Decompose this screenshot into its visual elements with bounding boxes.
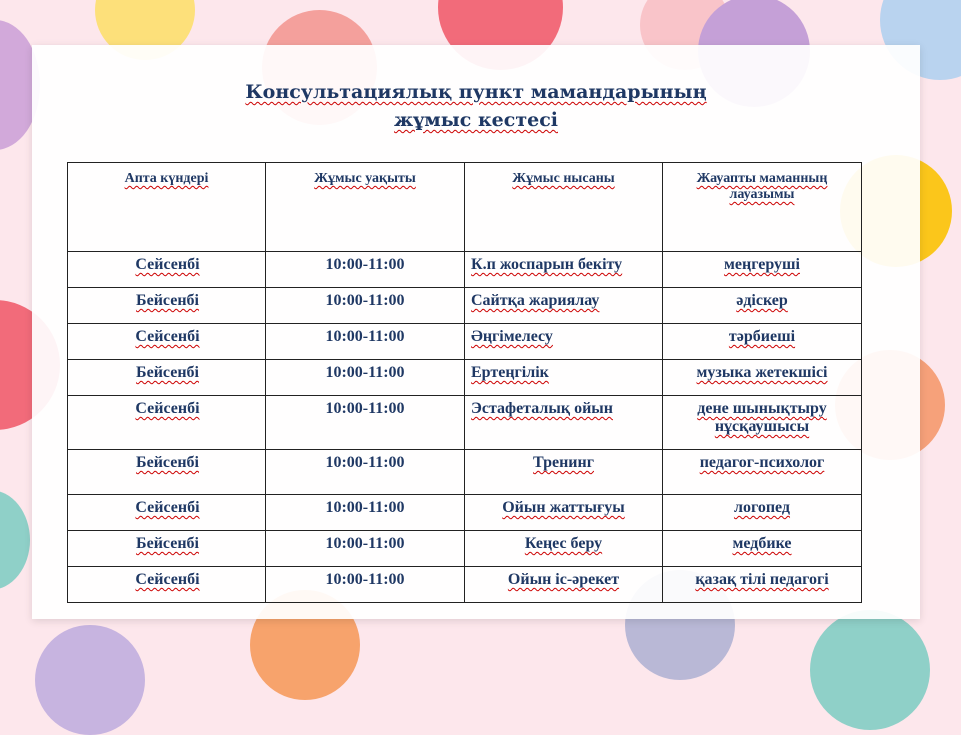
header-form: Жұмыс нысаны [512, 171, 615, 186]
header-days: Апта күндері [124, 171, 209, 186]
cell-form: Тренинг [533, 454, 594, 471]
cell-role: логопед [733, 499, 791, 516]
cell-day: Сейсенбі [135, 256, 200, 273]
cell-time: 10:00-11:00 [266, 495, 465, 531]
cell-day: Сейсенбі [135, 400, 200, 417]
cell-day: Бейсенбі [136, 292, 199, 309]
decorative-dot [810, 610, 930, 730]
cell-time: 10:00-11:00 [266, 450, 465, 495]
cell-day: Сейсенбі [135, 328, 200, 345]
table-header-row [68, 163, 862, 252]
cell-form: Ертеңгілік [471, 364, 549, 381]
cell-day: Сейсенбі [135, 571, 200, 588]
cell-time: 10:00-11:00 [266, 324, 465, 360]
cell-role: медбике [732, 535, 792, 552]
title-line-2: жұмыс кестесі [394, 109, 558, 131]
cell-time: 10:00-11:00 [266, 396, 465, 450]
table-row [68, 288, 862, 324]
table-row [68, 495, 862, 531]
title-line-1: Консультациялық пункт мамандарының [245, 81, 707, 103]
cell-time: 10:00-11:00 [266, 288, 465, 324]
cell-form: Сайтқа жариялау [471, 292, 600, 309]
cell-day: Бейсенбі [136, 535, 199, 552]
cell-role: тәрбиеші [728, 328, 796, 345]
decorative-dot [35, 625, 145, 735]
decorative-dot [0, 490, 30, 590]
table-row [68, 324, 862, 360]
table-row [68, 252, 862, 288]
table-row [68, 567, 862, 603]
cell-role: педагог-психолог [699, 454, 825, 471]
table-row [68, 360, 862, 396]
cell-time: 10:00-11:00 [266, 531, 465, 567]
cell-day: Бейсенбі [136, 364, 199, 381]
cell-time: 10:00-11:00 [266, 252, 465, 288]
schedule-card [32, 45, 920, 619]
cell-form: Кеңес беру [524, 535, 603, 552]
cell-role: музыка жетекшісі [696, 364, 828, 381]
cell-role: меңгеруші [723, 256, 800, 273]
cell-form: Әңгімелесу [471, 328, 553, 345]
cell-role: дене шынықтыру нұсқаушысы [697, 400, 827, 435]
page-title [32, 78, 920, 134]
cell-form: Эстафеталық ойын [471, 400, 613, 417]
header-role: Жауапты маманның лауазымы [696, 171, 828, 202]
cell-day: Сейсенбі [135, 499, 200, 516]
header-time: Жұмыс уақыты [314, 171, 416, 186]
cell-role: қазақ тілі педагогі [695, 571, 829, 588]
cell-form: Ойын іс-әрекет [507, 571, 620, 588]
cell-form: Ойын жаттығуы [502, 499, 625, 516]
cell-time: 10:00-11:00 [266, 567, 465, 603]
cell-time: 10:00-11:00 [266, 360, 465, 396]
cell-day: Бейсенбі [136, 454, 199, 471]
table-row [68, 450, 862, 495]
table-row [68, 396, 862, 450]
schedule-table [67, 162, 862, 603]
cell-form: К.п жоспарын бекіту [471, 256, 623, 273]
table-row [68, 531, 862, 567]
cell-role: әдіскер [736, 292, 788, 309]
